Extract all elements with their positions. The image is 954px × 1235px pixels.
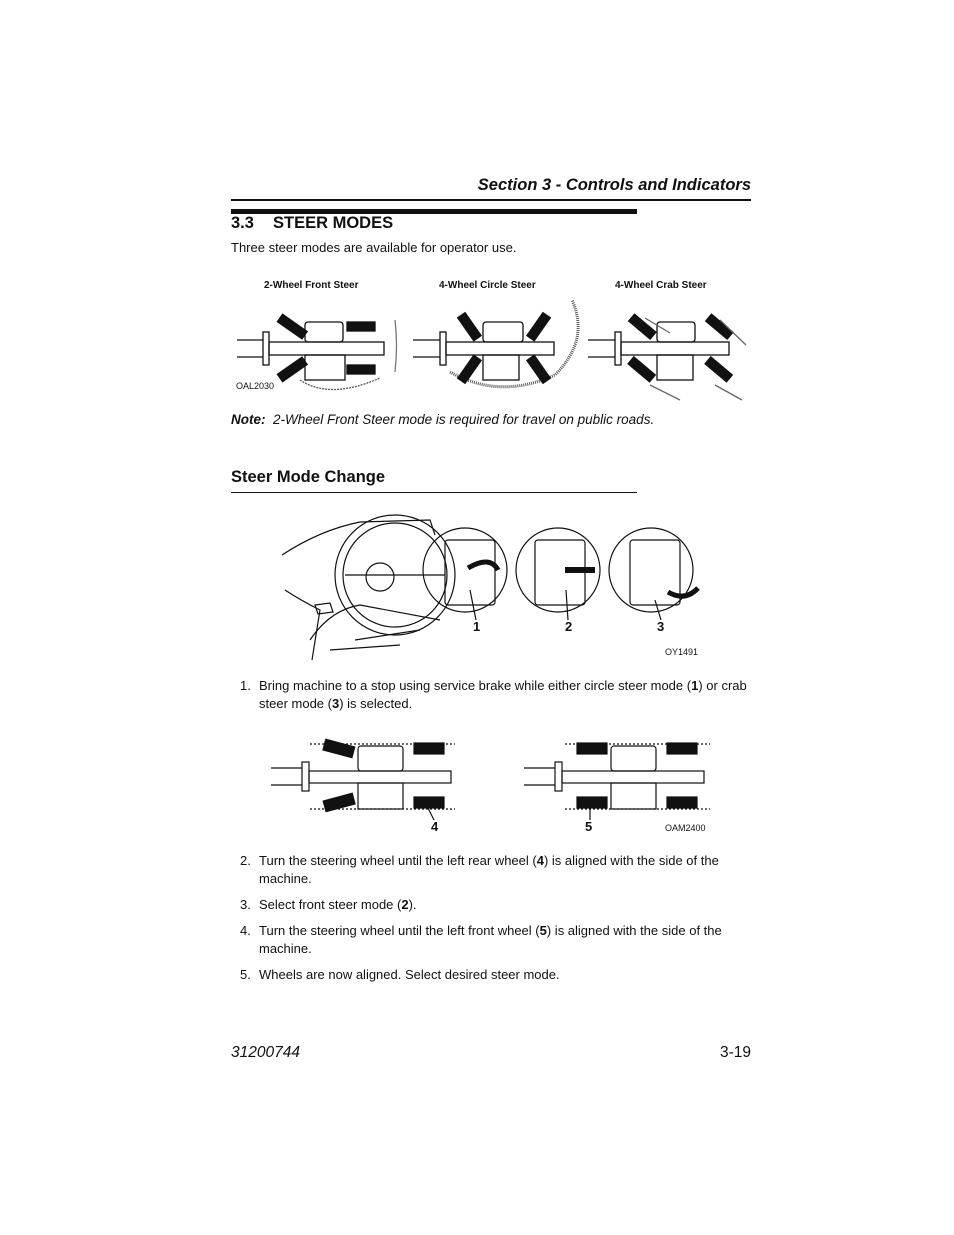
callout-2: 2	[565, 619, 573, 634]
step-4-text-a: Turn the steering wheel until the left front wheel (	[259, 923, 540, 938]
subsection-rule	[231, 492, 637, 493]
figure-code-oal2030: OAL2030	[236, 381, 275, 391]
step-3-text-a: Select front steer mode (	[259, 897, 402, 912]
callout-1: 1	[473, 619, 481, 634]
step-5-number: 5.	[240, 967, 251, 982]
callout-5: 5	[585, 819, 593, 834]
caption-4-wheel-crab-steer: 4-Wheel Crab Steer	[615, 280, 707, 291]
page-number: 3-19	[719, 1044, 751, 1061]
step-4-text-c: ) is aligned with the side of the machine.	[259, 923, 722, 956]
callout-3: 3	[657, 619, 665, 634]
note	[231, 412, 654, 427]
step-4-number: 4.	[240, 923, 251, 938]
step-1-ref-1: 1	[691, 678, 699, 693]
note-text: 2-Wheel Front Steer mode is required for travel on public roads.	[273, 412, 655, 427]
step-1-text-d: ) is selected.	[339, 695, 413, 711]
figure-code-oy1491: OY1491	[665, 647, 699, 657]
section-header: Section 3 - Controls and Indicators	[477, 176, 751, 194]
section-number: 3.3	[231, 214, 254, 232]
doc-number: 31200744	[231, 1044, 300, 1061]
intro-text: Three steer modes are available for operator use.	[231, 240, 517, 255]
machine-4-wheel-circle-steer	[413, 300, 578, 387]
subsection-heading: Steer Mode Change	[231, 468, 386, 486]
step-2	[240, 852, 760, 887]
step-1-number: 1.	[240, 678, 251, 693]
machine-2-wheel-front-steer	[237, 314, 397, 389]
step-2-text-c: ) is aligned with the side of the machine.	[259, 853, 719, 886]
step-2-number: 2.	[240, 853, 251, 868]
step-2-text-a: Turn the steering wheel until the left rear wheel (	[259, 853, 537, 868]
header-rule	[231, 199, 751, 201]
caption-2-wheel-front-steer: 2-Wheel Front Steer	[264, 280, 359, 291]
step-3-ref-2: 2	[401, 897, 409, 912]
section-heading	[231, 214, 393, 233]
step-1-text-c: ) or crab steer mode (	[259, 678, 747, 711]
step-4-ref-5: 5	[539, 923, 547, 938]
callout-4: 4	[431, 819, 439, 834]
step-1-text-a: Bring machine to a stop using service brake while either circle steer mode (	[259, 678, 692, 693]
step-1	[240, 677, 760, 712]
figure-code-oam2400: OAM2400	[665, 823, 706, 833]
step-1-ref-3: 3	[331, 695, 340, 711]
step-4	[240, 922, 760, 957]
machine-4-wheel-crab-steer	[588, 314, 746, 400]
step-5	[240, 966, 760, 984]
step-2-ref-4: 4	[536, 853, 544, 868]
step-3-number: 3.	[240, 897, 251, 912]
note-label: Note:	[231, 412, 266, 427]
step-5-text: Wheels are now aligned. Select desired steer mode.	[259, 967, 560, 982]
step-3	[240, 896, 760, 914]
step-3-text-c: ).	[408, 897, 417, 912]
section-title: STEER MODES	[273, 214, 394, 232]
caption-4-wheel-circle-steer: 4-Wheel Circle Steer	[439, 280, 536, 291]
